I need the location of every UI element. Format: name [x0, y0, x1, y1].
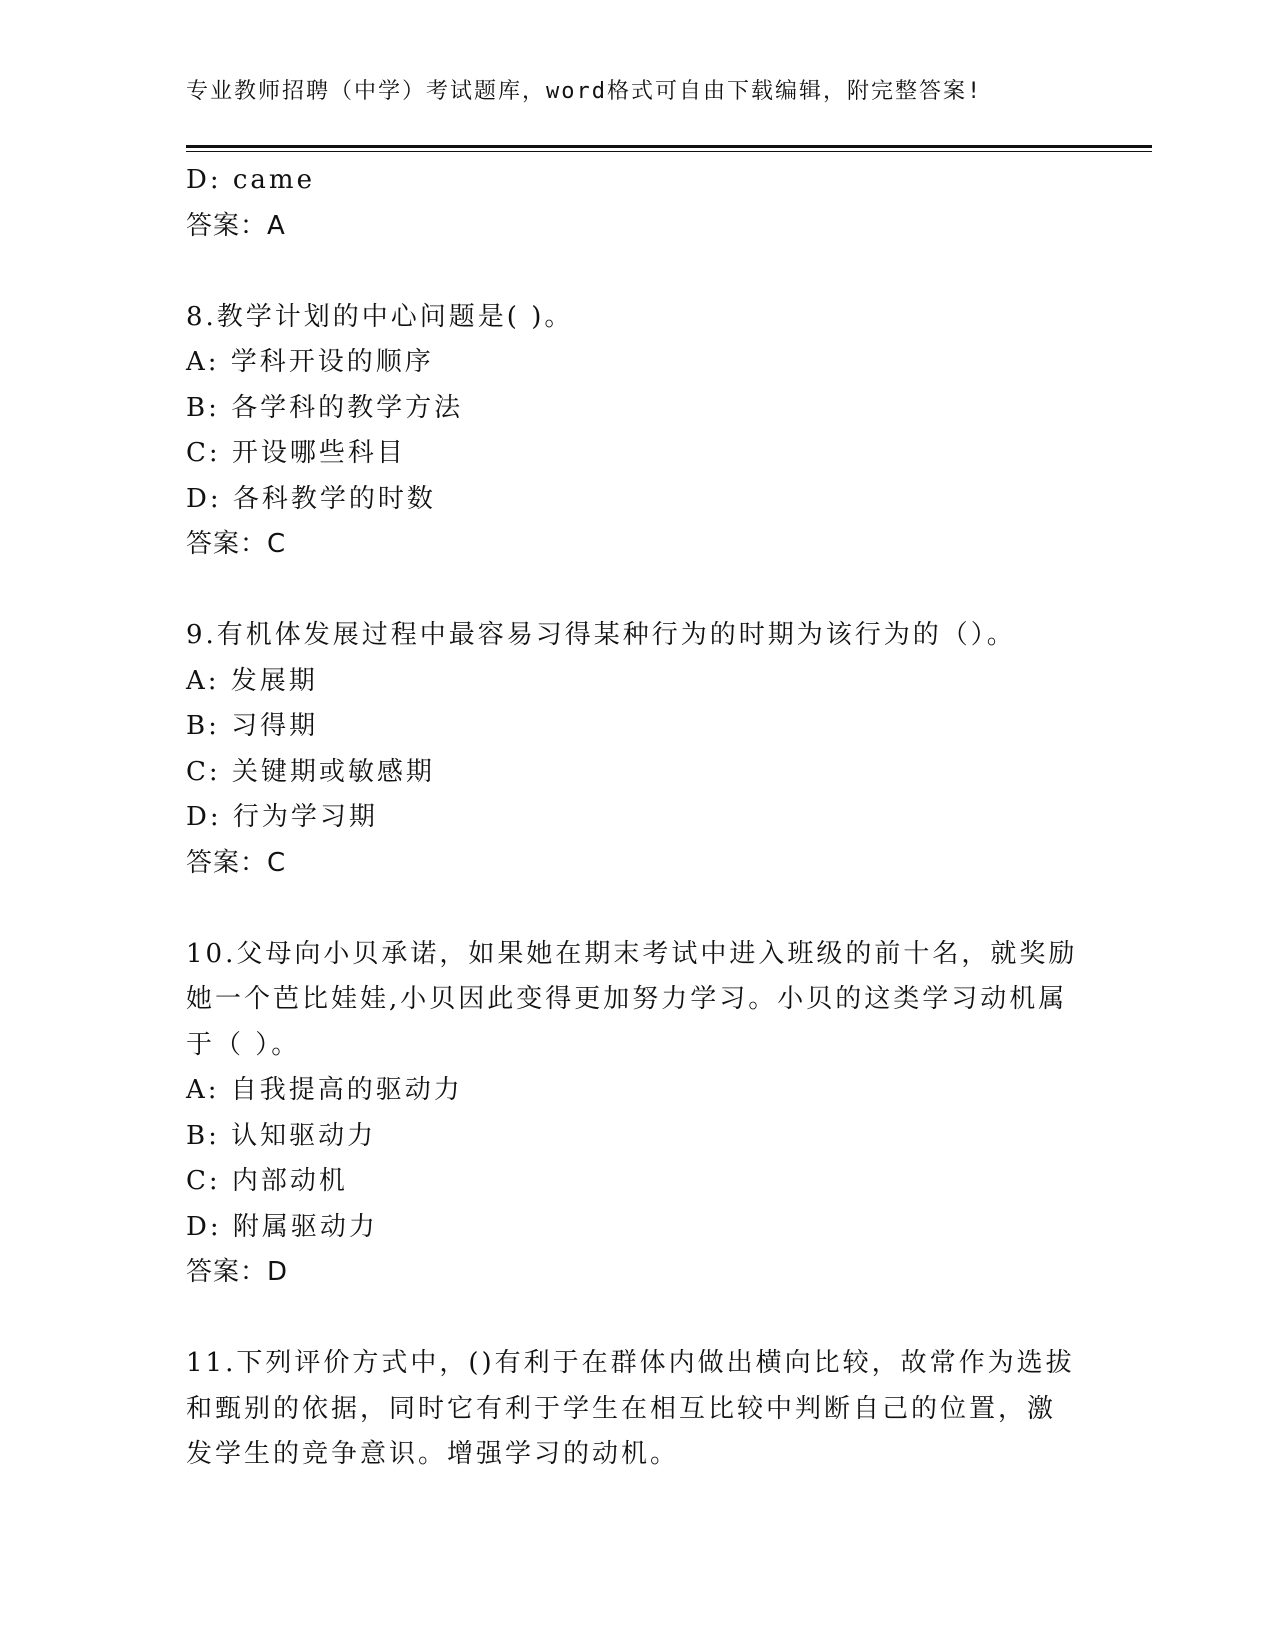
page-header: 专业教师招聘（中学）考试题库，word格式可自由下载编辑，附完整答案! — [186, 79, 983, 104]
q10-option-b: B: 认知驱动力 — [186, 1120, 377, 1151]
q11-stem-line3: 发学生的竞争意识。增强学习的动机。 — [186, 1439, 680, 1469]
spacer — [186, 568, 1086, 614]
q10-stem-line2: 她一个芭比娃娃,小贝因此变得更加努力学习。小贝的这类学习动机属 — [186, 984, 1068, 1014]
q8-option-b: B: 各学科的教学方法 — [186, 392, 464, 423]
spacer — [186, 1296, 1086, 1342]
q9-option-a: A: 发展期 — [186, 665, 318, 696]
q11-stem-line2: 和甄别的依据，同时它有利于学生在相互比较中判断自己的位置，激 — [186, 1393, 1057, 1424]
q9-stem: 9.有机体发展过程中最容易习得某种行为的时期为该行为的（）。 — [186, 620, 1016, 650]
q9-option-b: B: 习得期 — [186, 711, 319, 741]
q9-answer: 答案：C — [186, 847, 287, 878]
q10-option-a: A: 自我提高的驱动力 — [186, 1075, 463, 1105]
q10-stem-line3: 于（ ）。 — [186, 1029, 301, 1060]
q7-answer: 答案：A — [186, 210, 286, 241]
q8-option-c: C: 开设哪些科目 — [186, 438, 406, 468]
q9-option-c: C: 关键期或敏感期 — [186, 756, 435, 787]
q11-stem-line1: 11.下列评价方式中，()有利于在群体内做出横向比较，故常作为选拔 — [186, 1348, 1075, 1378]
spacer — [186, 886, 1086, 932]
q8-option-d: D: 各科教学的时数 — [186, 483, 436, 514]
q10-stem-line1: 10.父母向小贝承诺，如果她在期末考试中进入班级的前十名，就奖励 — [186, 938, 1078, 969]
q10-option-d: D: 附属驱动力 — [186, 1211, 378, 1242]
spacer — [186, 249, 1086, 295]
header-rule-thin — [186, 151, 1152, 152]
q10-option-c: C: 内部动机 — [186, 1166, 348, 1196]
q7-option-d: D: came — [186, 165, 315, 195]
header-rule-thick — [186, 145, 1152, 148]
q9-option-d: D: 行为学习期 — [186, 802, 378, 832]
q8-option-a: A: 学科开设的顺序 — [186, 347, 434, 377]
document-body — [186, 158, 1086, 1478]
q8-answer: 答案：C — [186, 529, 287, 559]
q8-stem: 8.教学计划的中心问题是( )。 — [186, 301, 574, 332]
q10-answer: 答案：D — [186, 1257, 289, 1287]
